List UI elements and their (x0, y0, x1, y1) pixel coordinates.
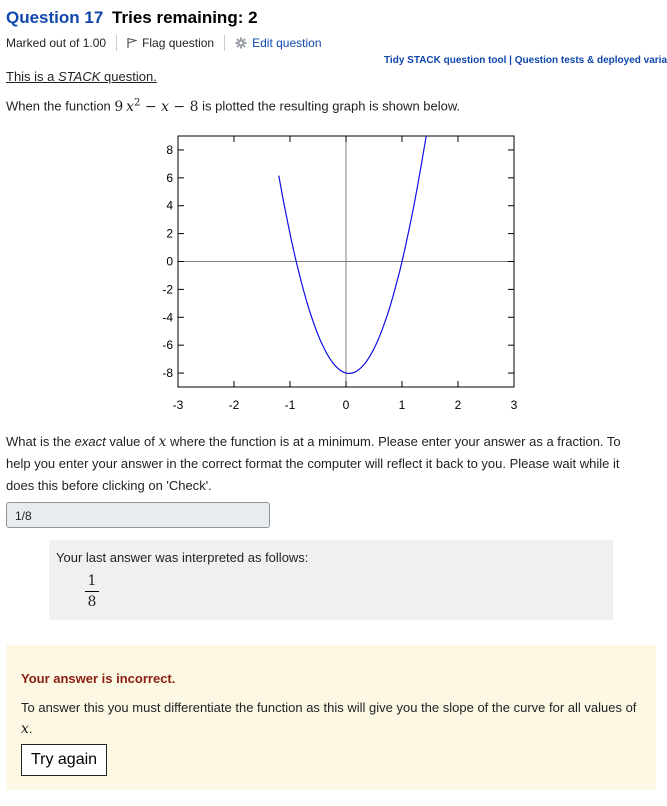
math-minus: − (144, 98, 157, 115)
feedback-text-var: x (21, 721, 29, 737)
part2-b: value of (105, 434, 159, 449)
y-tick-label: 2 (166, 226, 173, 241)
x-tick-label: -1 (284, 398, 296, 412)
y-tick-label: -2 (162, 282, 173, 297)
fraction-bar (85, 591, 99, 592)
part2-a: What is the (6, 434, 75, 449)
math-const: 8 (189, 98, 199, 115)
feedback-status: Your answer is incorrect. (21, 671, 176, 686)
intro-suffix: question. (100, 69, 157, 84)
part2-exact: exact (74, 434, 106, 449)
x-tick-label: 2 (454, 398, 462, 412)
marked-out-of: Marked out of 1.00 (6, 36, 107, 50)
y-tick-label: -8 (162, 366, 173, 381)
y-tick-label: 8 (166, 142, 173, 157)
y-tick-label: 4 (166, 198, 173, 213)
x-tick-label: 3 (510, 398, 518, 412)
intro-prefix: This is a (6, 69, 59, 84)
x-tick-label: -2 (228, 398, 240, 412)
part2-c: where the function is at a minimum. Please enter your answer as a fraction. To help you enter your answer in the correct format the computer will reflect it back to you. Please wait while it does this before clicking on 'Check'. (6, 434, 621, 493)
try-again-button[interactable]: Try again (21, 744, 107, 776)
tries-remaining: Tries remaining: 2 (112, 8, 258, 27)
fraction-denominator: 8 (87, 594, 97, 610)
feedback-text (21, 697, 646, 740)
y-tick-label: -4 (162, 310, 173, 325)
statement-prefix: When the function (6, 98, 111, 114)
edit-question-label: Edit question (252, 36, 322, 50)
x-tick-label: 0 (342, 398, 350, 412)
answer-validation (49, 540, 613, 620)
y-tick-label: 6 (166, 170, 173, 185)
intro-stack: STACK (58, 69, 101, 84)
validation-label: Your last answer was interpreted as follows: (56, 550, 309, 565)
math-coef: 9 (114, 98, 124, 115)
flag-question-label: Flag question (142, 36, 215, 50)
math-var: x (126, 98, 135, 115)
feedback-text-suffix: . (28, 721, 33, 736)
y-tick-label: 0 (166, 254, 173, 269)
answer-input[interactable]: 1/8 (6, 502, 270, 528)
interpreted-fraction (85, 573, 99, 610)
y-tick-label: -6 (162, 338, 173, 353)
math-minus: − (173, 98, 186, 115)
x-tick-label: 1 (398, 398, 406, 412)
math-var: x (161, 98, 169, 115)
question-tools-links[interactable]: Tidy STACK question tool | Question tests & deployed varia (384, 55, 667, 66)
minimum-question-text (6, 431, 646, 497)
x-tick-label: -3 (172, 398, 184, 412)
statement-suffix: is plotted the resulting graph is shown below. (202, 98, 461, 114)
feedback-text-prefix: To answer this you must differentiate the function as this will give you the slope of the curve for all values of (21, 700, 637, 715)
fraction-numerator: 1 (87, 573, 97, 589)
math-exp: 2 (134, 97, 141, 108)
question-number: Question 17 (6, 8, 104, 27)
feedback-panel (6, 645, 656, 790)
part2-x: x (158, 434, 167, 450)
